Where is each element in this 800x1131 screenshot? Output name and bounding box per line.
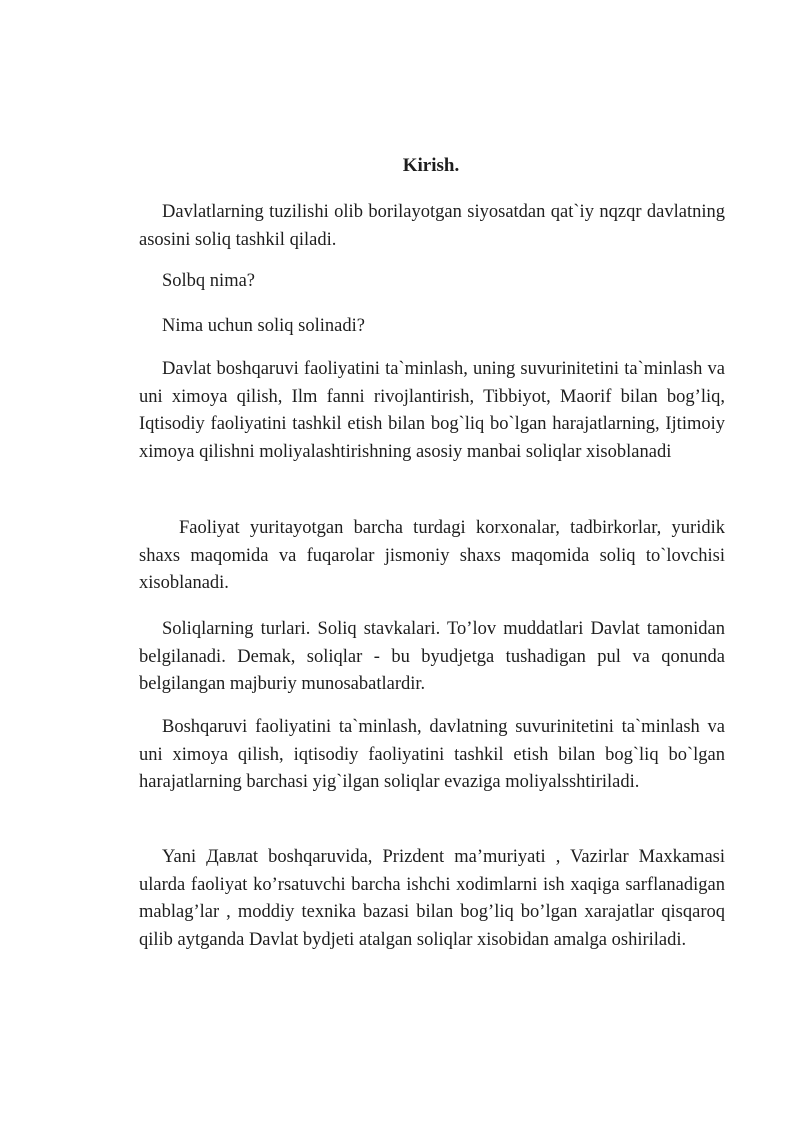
paragraph-4: Davlat boshqaruvi faoliyatini ta`minlash, uning suvurinitetini ta`minlash va uni ximoya qilish, Ilm fanni rivojlantirish, Tibbiyot, Maorif bilan bog’liq, Iqtisodiy faoliyatini tashkil etish bilan bog`liq bo`lgan harajatlarning, Ijtimoiy ximoya qilishni moliyalashtirishning asosiy manbai soliqlar xisoblanadi <box>139 359 725 462</box>
paragraph-1: Davlatlarning tuzilishi olib borilayotgan siyosatdan qat`iy nqzqr davlatning asosini soliq tashkil qiladi. <box>139 202 725 250</box>
paragraph-2: Solbq nima? <box>162 271 256 291</box>
paragraph-6: Soliqlarning turlari. Soliq stavkalari. To’lov muddatlari Davlat tamonidan belgilanadi. Demak, soliqlar - bu byudjetga tushadigan pul va qonunda belgilangan majburiy munosabatlardir. <box>139 619 725 694</box>
document-title: Kirish. <box>402 155 460 176</box>
paragraph-8: Yani Давлat boshqaruvida, Prizdent ma’muriyati , Vazirlar Maxkamasi ularda faoliyat ko’rsatuvchi barcha ishchi xodimlarni ish xaqiga sarflanadigan mablag’lar , moddiy texnika bazasi bilan bog’liq bo’lgan xarajatlar qisqaroq qilib aytganda Davlat bydjeti atalgan soliqlar xisobidan amalga oshiriladi. <box>139 847 725 950</box>
paragraph-5: Faoliyat yuritayotgan barcha turdagi korxonalar, tadbirkorlar, yuridik shaxs maqomida va fuqarolar jismoniy shaxs maqomida soliq to`lovchisi xisoblanadi. <box>139 518 725 593</box>
paragraph-7: Boshqaruvi faoliyatini ta`minlash, davlatning suvurinitetini ta`minlash va uni ximoya qilish, iqtisodiy faoliyatini tashkil etish bilan bog`liq bo`lgan harajatlarning barchasi yig`ilgan soliqlar evaziga moliyalsshtiriladi. <box>139 717 725 792</box>
paragraph-3: Nima uchun soliq solinadi? <box>162 316 365 336</box>
